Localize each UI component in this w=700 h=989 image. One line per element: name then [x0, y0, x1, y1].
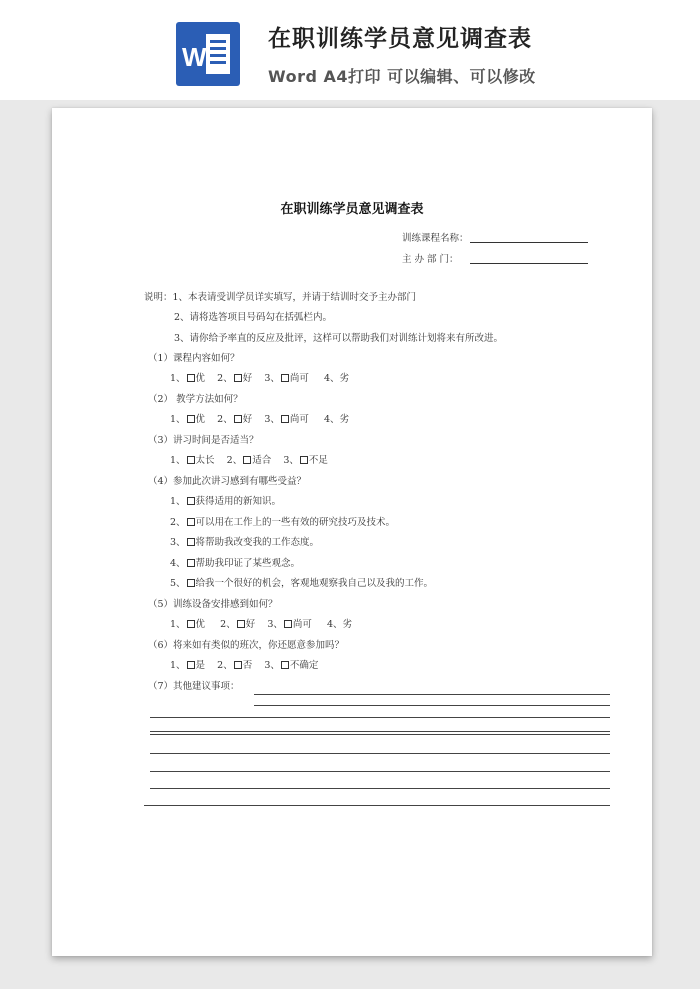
checkbox[interactable]	[300, 456, 308, 464]
course-name-label: 训练课程名称：	[402, 233, 469, 244]
checkbox[interactable]	[187, 374, 195, 382]
checkbox[interactable]	[187, 538, 195, 546]
suggestion-line[interactable]	[144, 805, 610, 806]
checkbox[interactable]	[187, 661, 195, 669]
header-banner	[0, 0, 700, 100]
document-title: 在职训练学员意见调查表	[280, 202, 424, 217]
suggestion-line[interactable]	[150, 717, 610, 718]
question-1: （1）课程内容如何？	[148, 353, 240, 364]
question-7: （7）其他建议事项：	[148, 681, 240, 692]
question-2: （2） 教学方法如何？	[148, 394, 243, 405]
word-document-icon	[176, 22, 240, 86]
checkbox[interactable]	[234, 661, 242, 669]
question-4-item-2: 2、 可以用在工作上的一些有效的研究技巧及技术。	[170, 517, 396, 528]
checkbox[interactable]	[234, 415, 242, 423]
checkbox[interactable]	[187, 456, 195, 464]
svg-text:W: W	[182, 42, 207, 72]
suggestion-line[interactable]	[254, 705, 610, 706]
department-label: 主 办 部 门：	[402, 254, 459, 265]
checkbox[interactable]	[281, 374, 289, 382]
question-2-options: 1、 优 2、 好 3、 尚可 4、劣	[170, 414, 350, 425]
question-4-item-5: 5、 给我一个很好的机会，客观地观察我自己以及我的工作。	[170, 578, 434, 589]
suggestion-line[interactable]	[150, 788, 610, 789]
suggestion-line[interactable]	[254, 694, 610, 695]
question-5-options: 1、 优 2、 好 3、 尚可 4、劣	[170, 619, 353, 630]
checkbox[interactable]	[237, 620, 245, 628]
note-1: 说明：1、本表请受训学员详实填写，并请于结训时交予主办部门	[144, 292, 417, 303]
course-name-field[interactable]	[470, 242, 588, 243]
document-page	[52, 108, 652, 956]
checkbox[interactable]	[187, 497, 195, 505]
note-3: 3、请你给予率直的反应及批评，这样可以帮助我们对训练计划将来有所改进。	[174, 333, 504, 344]
question-6-options: 1、 是 2、 否 3、 不确定	[170, 660, 319, 671]
question-3-options: 1、 太长 2、 适合 3、 不足	[170, 455, 328, 466]
question-5: （5）训练设备安排感到如何？	[148, 599, 278, 610]
suggestion-line[interactable]	[150, 771, 610, 772]
banner-title: 在职训练学员意见调查表	[268, 26, 532, 52]
banner-subtitle: Word A4打印 可以编辑、可以修改	[268, 67, 536, 86]
checkbox[interactable]	[243, 456, 251, 464]
department-field[interactable]	[470, 263, 588, 264]
note-2: 2、请将选答项目号码勾在括弧栏内。	[174, 312, 333, 323]
suggestion-line[interactable]	[150, 753, 610, 754]
checkbox[interactable]	[281, 415, 289, 423]
question-4-item-4: 4、 帮助我印证了某些观念。	[170, 558, 301, 569]
question-6: （6）将来如有类似的班次，你还愿意参加吗？	[148, 640, 345, 651]
question-4-item-1: 1、 获得适用的新知识。	[170, 496, 282, 507]
question-4: （4）参加此次讲习感到有哪些受益？	[148, 476, 307, 487]
checkbox[interactable]	[187, 415, 195, 423]
question-3: （3）讲习时间是否适当？	[148, 435, 259, 446]
checkbox[interactable]	[187, 559, 195, 567]
checkbox[interactable]	[187, 579, 195, 587]
question-4-item-3: 3、 将帮助我改变我的工作态度。	[170, 537, 320, 548]
checkbox[interactable]	[234, 374, 242, 382]
checkbox[interactable]	[284, 620, 292, 628]
checkbox[interactable]	[187, 518, 195, 526]
checkbox[interactable]	[187, 620, 195, 628]
question-1-options: 1、 优 2、 好 3、 尚可 4、劣	[170, 373, 350, 384]
suggestion-line[interactable]	[150, 734, 610, 735]
checkbox[interactable]	[281, 661, 289, 669]
suggestion-line[interactable]	[150, 731, 610, 732]
